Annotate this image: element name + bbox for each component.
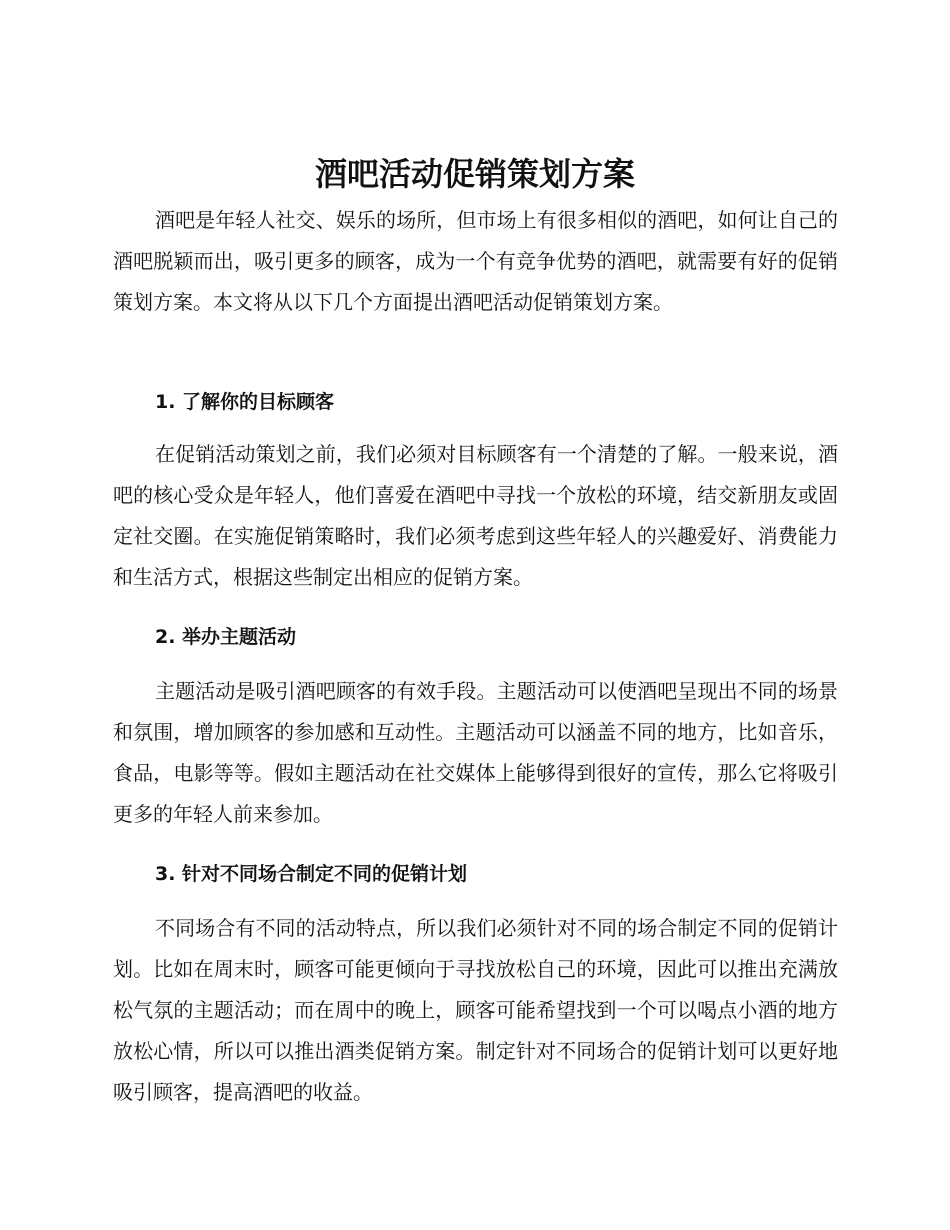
intro-paragraph: 酒吧是年轻人社交、娱乐的场所，但市场上有很多相似的酒吧，如何让自己的酒吧脱颖而出，吸引更多的顾客，成为一个有竞争优势的酒吧，就需要有好的促销策划方案。本文将从以下几个方面提出酒吧活动促销策划方案。 [113,208,838,314]
section-paragraph-occasion-plans: 不同场合有不同的活动特点，所以我们必须针对不同的场合制定不同的促销计划。比如在周末时，顾客可能更倾向于寻找放松自己的环境，因此可以推出充满放松气氛的主题活动；而在周中的晚上，顾客可能希望找到一个可以喝点小酒的地方放松心情，所以可以推出酒类促销方案。制定针对不同场合的促销计划可以更好地吸引顾客，提高酒吧的收益。 [113,916,838,1104]
section-heading-theme-events: 2. 举办主题活动 [155,626,297,648]
section-paragraph-theme-events: 主题活动是吸引酒吧顾客的有效手段。主题活动可以使酒吧呈现出不同的场景和氛围，增加顾客的参加感和互动性。主题活动可以涵盖不同的地方，比如音乐，食品，电影等等。假如主题活动在社交媒体上能够得到很好的宣传，那么它将吸引更多的年轻人前来参加。 [113,679,838,826]
document-title: 酒吧活动促销策划方案 [314,155,635,193]
section-heading-target-customers: 1. 了解你的目标顾客 [155,391,335,413]
section-paragraph-target-customers: 在促销活动策划之前，我们必须对目标顾客有一个清楚的了解。一般来说，酒吧的核心受众是年轻人，他们喜爱在酒吧中寻找一个放松的环境，结交新朋友或固定社交圈。在实施促销策略时，我们必须考虑到这些年轻人的兴趣爱好、消费能力和生活方式，根据这些制定出相应的促销方案。 [113,442,838,589]
section-heading-occasion-plans: 3. 针对不同场合制定不同的促销计划 [155,863,468,885]
